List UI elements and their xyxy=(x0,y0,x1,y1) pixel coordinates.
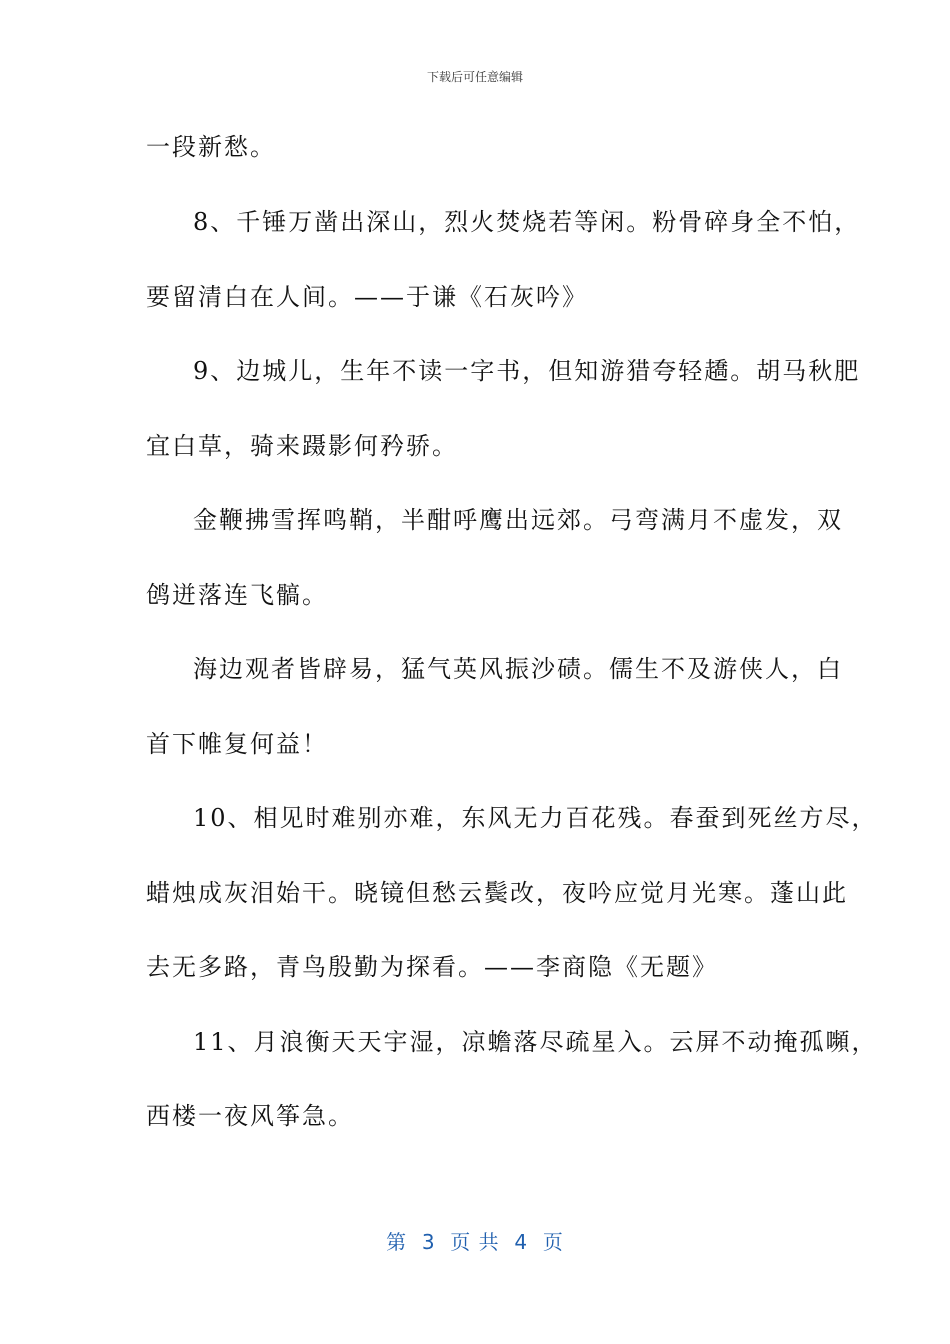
text-line: 要留清白在人间。——于谦《石灰吟》 xyxy=(146,283,588,311)
text-line: 蜡烛成灰泪始干。晓镜但愁云鬓改，夜吟应觉月光寒。蓬山此 xyxy=(146,879,848,907)
text-line: 西楼一夜风筝急。 xyxy=(146,1102,354,1130)
text-line: 宜白草，骑来蹑影何矜骄。 xyxy=(146,432,458,460)
text-line: 鸧迸落连飞髇。 xyxy=(146,581,328,609)
text-line: 去无多路，青鸟殷勤为探看。——李商隐《无题》 xyxy=(146,953,718,981)
text-line: 金鞭拂雪挥鸣鞘，半酣呼鹰出远郊。弓弯满月不虚发，双 xyxy=(193,506,843,534)
text-line: 首下帷复何益！ xyxy=(146,730,328,758)
text-line: 海边观者皆辟易，猛气英风振沙碛。儒生不及游侠人，白 xyxy=(193,655,843,683)
text-line: 11、月浪衡天天宇湿，凉蟾落尽疏星入。云屏不动掩孤嚬， xyxy=(193,1028,878,1056)
page-header: 下载后可任意编辑 xyxy=(426,70,523,84)
text-line: 10、相见时难别亦难，东风无力百花残。春蚕到死丝方尽， xyxy=(193,804,878,832)
page-number-footer: 第 3 页 共 4 页 xyxy=(386,1230,564,1254)
text-line: 8、千锤万凿出深山，烈火焚烧若等闲。粉骨碎身全不怕， xyxy=(193,208,861,236)
text-line: 9、边城儿，生年不读一字书，但知游猎夸轻趫。胡马秋肥 xyxy=(193,357,861,385)
text-line: 一段新愁。 xyxy=(146,133,276,161)
